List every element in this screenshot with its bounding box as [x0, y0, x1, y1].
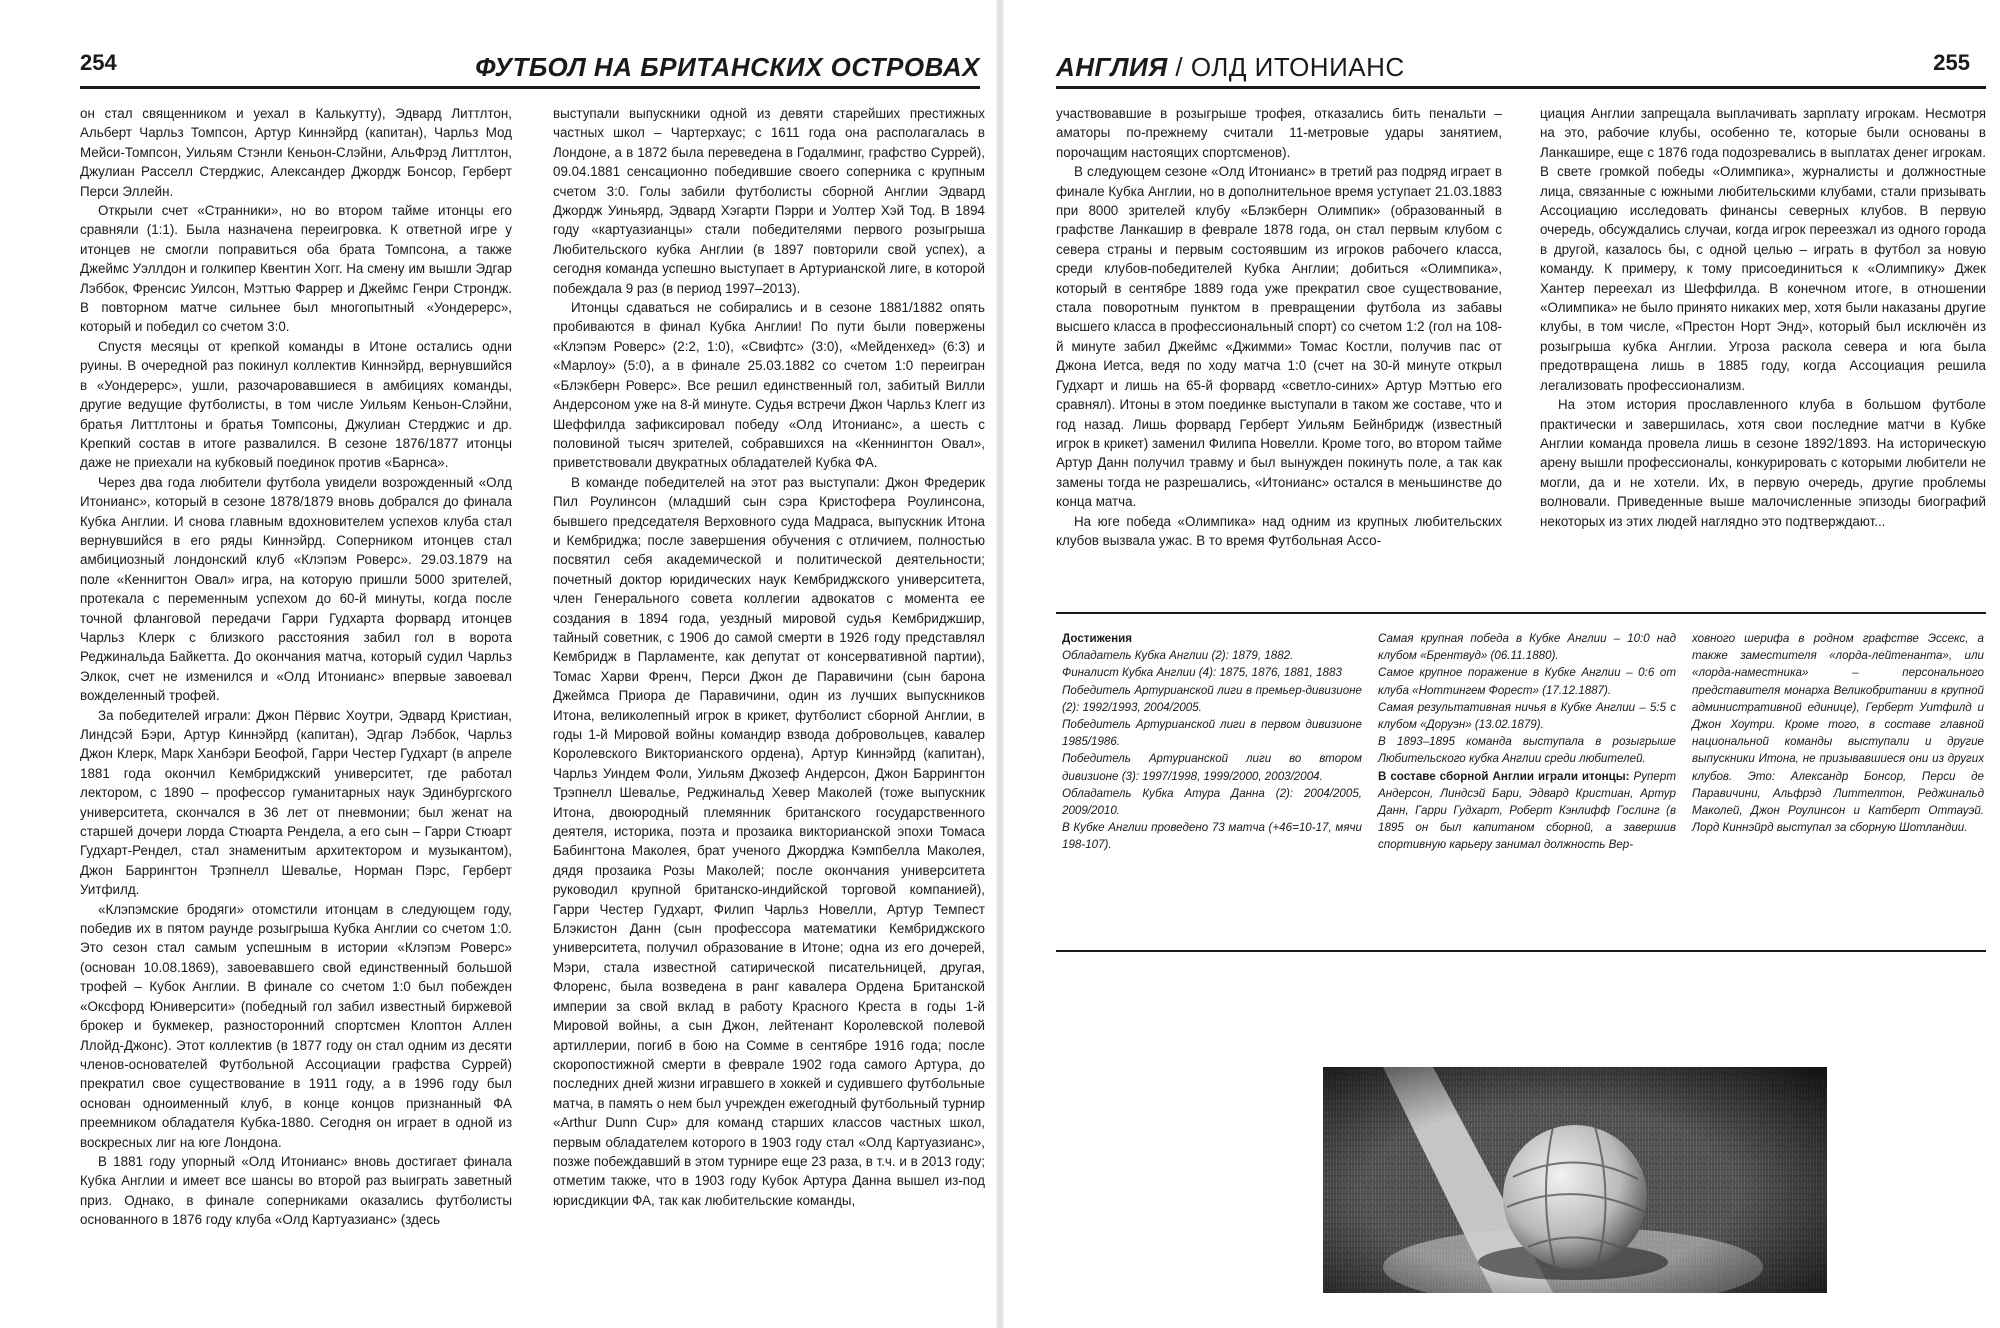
left-column-1 — [80, 104, 512, 1230]
left-header-rule — [80, 86, 980, 89]
paragraph: За победителей играли: Джон Пёрвис Хоутри, Эдвард Кристиан, Линдсэй Бэри, Артур Киннэйрд (капитан), Эдгар Лэббок, Чарльз Джон Клерк, Марк Ханбэри Беофой, Гарри Честер Гудхарт (в апреле 1881 года окончил Кембриджский университет, где работал лектором, с 1890 – профессор гуманитарных наук Эдинбургского университета, скончался в 36 лет от пневмонии; был женат на старшей дочери лорда Стюарта Рендела, а его сын – Гарри Стюарт Гудхарт-Рендел, стал знаменитым архитектором и музыкантом), Джон Баррингтон Трэпнелл Шевалье, Норман Пэрс, Герберт Уитфилд. — [80, 707, 512, 898]
paragraph: На юге победа «Олимпика» над одним из крупных любительских клубов вызвала ужас. В то время Футбольная Ассо- — [1056, 513, 1502, 548]
paragraph: Спустя месяцы от крепкой команды в Итоне остались одни руины. В очередной раз покинул коллектив Киннэйрд, вернувшийся в «Уондерерс», ушли, разочаровавшиеся в амбициях команды, другие ведущие футболисты, в том числе Уильям Кеньон-Слэйни, братья Литтлтоны и братья Томпсоны, Джулиан Стерджис и др. Крепкий состав в итоге развалился. В сезоне 1876/1877 итонцы даже не приехали на кубковый поединок против «Барнса». — [80, 338, 512, 471]
paragraph: На этом история прославленного клуба в большом футболе практически и завершилась, хотя свои последние матчи в Кубке Англии команда провела лишь в сезоне 1892/1893. На историческую арену вышли профессионалы, конкурировать с которыми любители не могли, да и не хотели. Их, в первую очередь, другие проблемы волновали. Приведенные выше малочисленные эпизоды биографий некоторых из этих людей наглядно это подтверждают... — [1540, 397, 1986, 529]
achievements-bottom-rule — [1056, 950, 1986, 952]
achievement-item: Обладатель Кубка Англии (2): 1879, 1882. — [1062, 649, 1294, 663]
running-title-club: / ОЛД ИТОНИАНС — [1167, 52, 1405, 82]
record-item: В 1893–1895 команда выступала в розыгрыше Любительского кубка Англии среди любителей. — [1378, 735, 1676, 766]
national-team-heading: В составе сборной Англии играли итонцы: — [1378, 769, 1630, 783]
football-photo — [1323, 1067, 1827, 1293]
right-column-2 — [1540, 104, 1986, 604]
paragraph: Итонцы сдаваться не собирались и в сезоне 1881/1882 опять пробиваются в финал Кубка Англии! По пути были повержены «Клэпэм Роверс» (2:2, 1:0), «Свифтс» (3:0), «Мейденхед» (6:3) и «Марлоу» (5:0), а в финале 25.03.1882 со счетом 1:0 переигран «Блэкберн Роверс». Все решил единственный гол, забитый Вилли Андерсоном уже на 8-й минуте. Судья встречи Джон Чарльз Клегг из Шеффилда зафиксировал победу «Олд Итонианс», а шесть с половиной тысяч зрителей, собравшихся на «Кеннингтон Овал», приветствовали двукратных обладателей Кубка ФА. — [553, 300, 985, 471]
achievements-column-1 — [1062, 630, 1362, 854]
achievements-column-2 — [1378, 630, 1676, 854]
record-item: Самая результативная ничья в Кубке Англии – 5:5 с клубом «Доруэн» (13.02.1879). — [1378, 700, 1676, 732]
national-team-text-continued: ховного шерифа в родном графстве Эссекс, а также заместителя «лорда-лейтенанта», или «лорда-наместника» – персонального представителя монарха Великобритании в крупной административной единице), Герберт Уитфилд и Джон Хоутри. Кроме того, в составе главной национальной команды выступали и другие выпускники Итона, не призывавшиеся они из других клубов. Это: Александр Бонсор, Перси де Паравичини, Альфрэд Литтелтон, Реджинальд Маколей, Джон Роулинсон и Катберт Оттауэй. Лорд Киннэйрд выступал за сборную Шотландии. — [1692, 632, 1984, 835]
right-page-number: 255 — [1933, 50, 1970, 75]
paragraph: Открыли счет «Странники», но во втором тайме итонцы его сравняли (1:1). Была назначена переигровка. К ответной игре у итонцев не смогли поправиться оба брата Томпсона, а также Джеймс Уэллдон и голкипер Квентин Хогг. На смену им вышли Эдгар Лэббок, Френсис Уилсон, Мэттью Фаррер и Джеймс Генри Строндж. В повторном матче сильнее был многопытный «Уондерерс», который и победил со счетом 3:0. — [80, 203, 512, 335]
paragraph: он стал священником и уехал в Калькутту), Эдвард Литтлтон, Альберт Чарльз Томпсон, Артур Киннэйрд (капитан), Чарльз Мод Мейси-Томпсон, Уильям Стэнли Кеньон-Слэйни, АльФрэд Литтлтон, Джулиан Расселл Стерджис, Александер Джордж Бонсор, Герберт Перси Эллейн. — [80, 106, 512, 199]
achievement-item: Победитель Артурианской лиги в первом дивизионе 1985/1986. — [1062, 718, 1362, 749]
paragraph: В следующем сезоне «Олд Итонианс» в третий раз подряд играет в финале Кубка Англии, но в дополнительное время уступает 21.03.1883 при 8000 зрителей клубу «Блэкберн Олимпик» (образованный в графстве Ланкашир в феврале 1878 года, он стал первым клубом с севера страны и первым состоявшим из игроков рабочего класса, среди клубов-победителей Кубка Англии; добиться «Олимпика», который в сентябре 1889 года уже прекратил свое существование, стала поворотным пунктом в превращении футбола из забавы высшего класса в профессиональный спорт) со счетом 1:2 (гол на 108-й минуте забил Джеймс «Джимми» Томас Костли, получив пас от Джона Иетса, ведя по ходу матча 1:0 (счет на 30-й минуте открыл Гудхарт и лишь на 65-й форвард «светло-синих» Артур Мэттью его сравнял). Итоны в этом поединке выступали в таком же составе, что и год назад. Лишь форвард Герберт Уильям Бейнбридж (известный игрок в крикет) заменил Филипа Новелли. Кроме того, во втором тайме Артур Данн получил травму и был вынужден покинуть поле, а так как замены тогда не разрешались, «Итонианс» остался в меньшинстве до конца матча. — [1056, 164, 1502, 510]
right-column-1 — [1056, 104, 1502, 550]
left-running-title: ФУТБОЛ НА БРИТАНСКИХ ОСТРОВАХ — [475, 52, 980, 82]
achievements-heading: Достижения — [1062, 632, 1132, 645]
record-item: Самая крупная победа в Кубке Англии – 10:0 над клубом «Брентвуд» (06.11.1880). — [1378, 632, 1676, 663]
achievement-item: В Кубке Англии проведено 73 матча (+46=10-17, мячи 198-107). — [1062, 821, 1362, 852]
achievement-item: Победитель Артурианской лиги во втором дивизионе (3): 1997/1998, 1999/2000, 2003/2004. — [1062, 752, 1362, 783]
running-title-country: АНГЛИЯ — [1056, 52, 1168, 82]
right-header-rule — [1056, 86, 1986, 89]
achievement-item: Обладатель Кубка Атура Данна (2): 2004/2005, 2009/2010. — [1062, 786, 1362, 818]
right-page — [1000, 0, 2000, 1328]
achievements-column-3 — [1692, 630, 1984, 836]
paragraph: выступали выпускники одной из девяти старейших престижных частных школ – Чартерхаус; с 1611 года она располагалась в Лондоне, а в 1872 была переведена в Годалминг, графство Суррей), 09.04.1881 сенсационно победившие своего соперника с крупным счетом 3:0. Голы забили футболисты сборной Англии Эдвард Джордж Уиньярд, Эдвард Хэгарти Пэрри и Уолтер Хэй Тод. В 1894 году «картуазианцы» стали победителями первого розыгрыша Любительского кубка Англии (в 1897 повторили свой успех), а сегодня команда успешно выступает в Артурианской лиге, в которой побеждала 9 раз (в период 1997–2013). — [553, 106, 985, 296]
achievements-top-rule — [1056, 612, 1986, 614]
national-team-text: Руперт Андерсон, Линдсэй Бари, Эдвард Кристиан, Артур Данн, Гарри Гудхарт, Роберт Кэнлифф Гослинг (в 1895 он был капитаном сборной, а завершив спортивную карьеру занимал должность Вер- — [1378, 769, 1676, 852]
left-column-2 — [553, 104, 985, 1210]
paragraph: участвовавшие в розыгрыше трофея, отказались бить пенальти – аматоры по-прежнему считали 11-метровые удары занятием, порочащим настоящих спортсменов). — [1056, 106, 1502, 160]
paragraph: В команде победителей на этот раз выступали: Джон Фредерик Пил Роулинсон (младший сын сэра Кристофера Роулинсона, бывшего председателя Верховного суда Мадраса, выпускник Итона и Кембриджа; после завершения обучения с отличием, полностью посвятил себя академической и политической деятельности; почетный доктор юридических наук Кембриджского университета, член Генерального совета коллегии адвокатов с момента ее создания в 1894 года, уездный мировой судья Кембриджшир, тайный советник, с 1906 до самой смерти в 1926 году представлял Кембридж в Парламенте, как депутат от консервативной партии), Томас Харви Френч, Перси Джон де Паравичини (сын барона Джеймса Приора де Паравичини, один из лучших выпускников Итона, великолепный игрок в крикет, футболист сборной Англии, в годы 1-й Мировой войны командир взвода добровольцев, кавалер Королевского Викторианского ордена), Артур Киннэйрд (капитан), Чарльз Уиндем Фоли, Уильям Джозеф Андерсон, Джон Баррингтон Трэпнелл Шевалье, Реджинальд Хевер Маколей (тоже выпускник Итона, двоюродный племянник британского государственного деятеля, историка, поэта и прозаика викторианской эпохи Томаса Бабингтона Маколея, брат ученого Джорджа Кэмпбелла Маколея, дядя прозаика Розы Маколей; после окончания университета руководил крупной британско-индийской торговой компанией), Гарри Честер Гудхарт, Филип Чарльз Новелли, Артур Темпест Блэкистон Данн (сын профессора математики Кембриджского университета, получил образование в Итоне; одна из его дочерей, Мэри, стала известной сатирической писательницей, другая, Флоренс, была возведена в ранг кавалера Ордена Британской империи за свой вклад в работу Красного Креста в годы 1-й Мировой войны, а сын Джон, лейтенант Королевской полевой артиллерии, погиб в бою на Сомме в сентябре 1916 года; после скоропостижной смерти в феврале 1902 года самого Артура, до последних дней жизни игравшего в хоккей и судившего футбольные матча, в память о нем был учрежден ежегодный футбольный турнир «Arthur Dunn Cup» для команд старших классов частных школ, первым обладателем которого в 1903 году стал «Олд Картуазианс», позже побеждавший в этом турнире еще 23 раза, в т.ч. и в 2013 году; отметим также, что в 1903 году Кубок Артура Данна вышел из-под юрисдикции ФА, так как любительские команды, — [553, 474, 985, 1208]
paragraph: циация Англии запрещала выплачивать зарплату игрокам. Несмотря на это, рабочие клубы, особенно те, которые были основаны в Ланкашире, еще с 1876 года подозревались в выплатах денег игрокам. В свете громкой победы «Олимпика», журналисты и должностные лица, связанные с южными любительскими клубами, стали призывать Ассоциацию исследовать финансы северных клубов. В первую очередь, обсуждались случаи, когда игрок переезжал из одного города в другой, казалось бы, с одной целью – играть в футбол за новую команду. К примеру, к тому присоединиться к «Олимпику» Джек Хантер переехал из Шеффилда. В конечном итоге, в отношении «Олимпика» не было принято никаких мер, хотя были наказаны другие клубы, в том числе, «Престон Норт Энд», который был исключён из розыгрыша кубка Англии. Угроза раскола севера и юга была предотвращена лишь в 1885 году, когда Ассоциация решила легализовать профессионализм. — [1540, 106, 1986, 393]
achievement-item: Победитель Артурианской лиги в премьер-дивизионе (2): 1992/1993, 2004/2005. — [1062, 683, 1362, 714]
paragraph: Через два года любители футбола увидели возрожденный «Олд Итонианс», который в сезоне 1878/1879 вновь добрался до финала Кубка Англии. И снова главным вдохновителем успехов клуба стал вернувшийся в его ряды Киннэйрд. Соперником итонцев стал амбициозный лондонский клуб «Клэпэм Роверс». 29.03.1879 на поле «Кеннигтон Овал» игра, на которую пришли 5000 зрителей, протекала с переменным успехом до 60-й минуты, когда после точной фланговой передачи Гарри Гудхарта форвард итонцев Чарльз Клерк с близкого расстояния забил гол в ворота Реджинальда Байкетта. До окончания матча, который судил Чарльз Элкок, счет не изменился и «Олд Итонианс» впервые завоевал вожделенный трофей. — [80, 474, 512, 704]
paragraph: «Клэпэмские бродяги» отомстили итонцам в следующем году, победив их в пятом раунде розыгрыша Кубка Англии со счетом 1:0. Это сезон стал самым успешным в истории «Клэпэм Роверс» (основан 10.08.1869), завоевавшего свой единственный большой трофей – Кубок Англии. В финале со счетом 1:0 был побежден «Оксфорд Юниверсити» (победный гол забил известный биржевой брокер и букмекер, разносторонний спортсмен Клоптон Аллен Ллойд-Джонс). Этот коллектив (в 1877 году он стал одним из десяти членов-основателей Футбольной Ассоциации графства Суррей) прекратил свое существование в 1911 году, а в 1996 году был основан одноименный клуб, в конце концов признанный ФА преемником обладателя Кубка-1880. Сегодня он играет в одной из воскресных лиг на юге Лондона. — [80, 901, 512, 1150]
paragraph: В 1881 году упорный «Олд Итонианс» вновь достигает финала Кубка Англии и имеет все шансы во второй раз выиграть заветный приз. Однако, в финале соперниками оказались футболисты основанного в 1876 году клуба «Олд Картуазианс» (здесь — [80, 1153, 512, 1228]
achievement-item: Финалист Кубка Англии (4): 1875, 1876, 1881, 1883 — [1062, 666, 1342, 680]
left-page-number: 254 — [80, 50, 117, 75]
record-item: Самое крупное поражение в Кубке Англии – 0:6 от клуба «Ноттингем Форест» (17.12.1887). — [1378, 666, 1676, 697]
right-running-title — [1056, 52, 1405, 83]
